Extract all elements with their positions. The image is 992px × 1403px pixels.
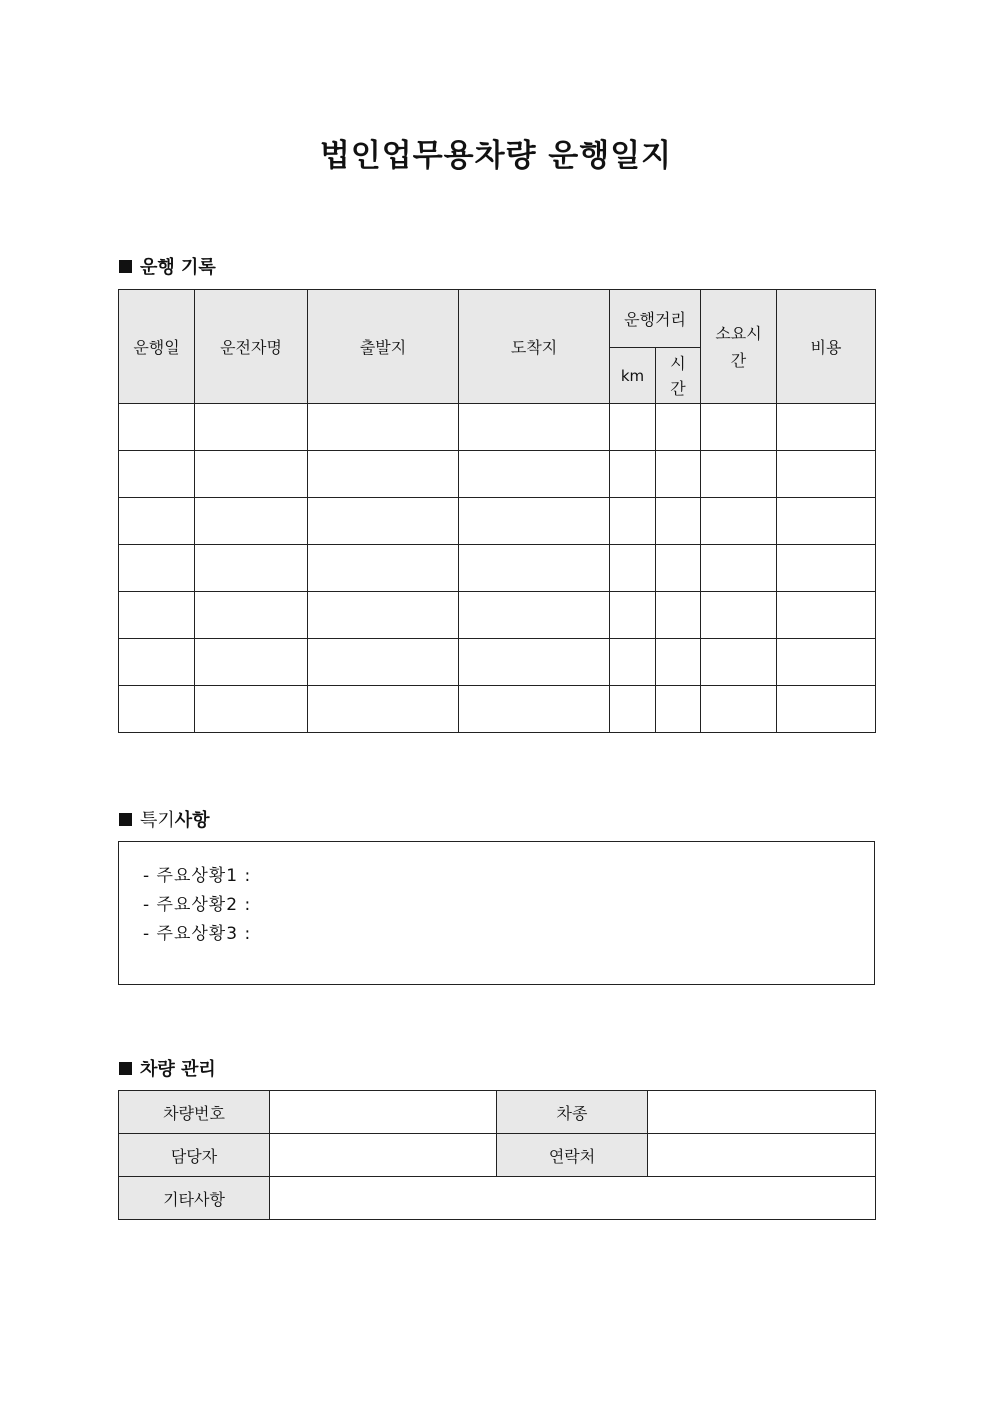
cell-departure[interactable] (308, 686, 459, 733)
table-row (119, 1091, 876, 1134)
header-distance-km: km (610, 348, 656, 404)
cell-arrival[interactable] (459, 686, 610, 733)
cell-departure[interactable] (308, 451, 459, 498)
manager-label: 담당자 (119, 1134, 270, 1177)
cell-date[interactable] (119, 686, 195, 733)
header-duration (701, 290, 777, 404)
header-driver: 운전자명 (195, 290, 308, 404)
header-arrival: 도착지 (459, 290, 610, 404)
section-heading-log-label: 운행 기록 (140, 257, 216, 278)
etc-value[interactable] (270, 1177, 876, 1220)
cell-departure[interactable] (308, 592, 459, 639)
plate-label: 차량번호 (119, 1091, 270, 1134)
section-heading-vehicle-label: 차량 관리 (140, 1059, 216, 1080)
cell-driver[interactable] (195, 686, 308, 733)
cell-cost[interactable] (777, 639, 876, 686)
cell-departure[interactable] (308, 498, 459, 545)
cell-distance-km[interactable] (610, 686, 656, 733)
header-distance-time-label: 시간 (670, 353, 686, 398)
vehicle-table (118, 1090, 876, 1220)
contact-label: 연락처 (497, 1134, 648, 1177)
table-row (119, 1177, 876, 1220)
cell-cost[interactable] (777, 592, 876, 639)
cell-arrival[interactable] (459, 498, 610, 545)
cell-duration[interactable] (701, 498, 777, 545)
cell-duration[interactable] (701, 686, 777, 733)
cell-arrival[interactable] (459, 639, 610, 686)
table-row (119, 686, 876, 733)
cell-distance-time[interactable] (656, 451, 701, 498)
cell-cost[interactable] (777, 545, 876, 592)
cell-distance-time[interactable] (656, 545, 701, 592)
manager-value[interactable] (270, 1134, 497, 1177)
section-heading-notes (119, 806, 210, 832)
cell-driver[interactable] (195, 404, 308, 451)
cell-date[interactable] (119, 451, 195, 498)
page-title: 법인업무용차량 운행일지 (319, 138, 673, 174)
cell-distance-time[interactable] (656, 592, 701, 639)
plate-value[interactable] (270, 1091, 497, 1134)
log-table (118, 289, 876, 733)
table-row (119, 545, 876, 592)
cell-departure[interactable] (308, 639, 459, 686)
cell-cost[interactable] (777, 498, 876, 545)
list-item: - 주요상황1 : (143, 866, 252, 886)
section-heading-notes-label-a: 특기 (140, 810, 175, 831)
section-heading-notes-label-b: 사항 (174, 810, 210, 831)
cell-duration[interactable] (701, 592, 777, 639)
cell-distance-km[interactable] (610, 404, 656, 451)
cell-distance-time[interactable] (656, 639, 701, 686)
cell-driver[interactable] (195, 498, 308, 545)
square-bullet-icon (119, 260, 132, 273)
header-duration-label: 소요시간 (715, 323, 762, 370)
cell-distance-time[interactable] (656, 404, 701, 451)
cell-driver[interactable] (195, 592, 308, 639)
cell-driver[interactable] (195, 545, 308, 592)
cell-duration[interactable] (701, 404, 777, 451)
cell-cost[interactable] (777, 686, 876, 733)
cell-distance-km[interactable] (610, 451, 656, 498)
cell-arrival[interactable] (459, 545, 610, 592)
cell-distance-km[interactable] (610, 545, 656, 592)
cell-arrival[interactable] (459, 592, 610, 639)
cell-departure[interactable] (308, 404, 459, 451)
table-row (119, 451, 876, 498)
contact-value[interactable] (648, 1134, 876, 1177)
section-heading-vehicle (119, 1055, 216, 1081)
table-row (119, 498, 876, 545)
cell-cost[interactable] (777, 404, 876, 451)
header-cost: 비용 (777, 290, 876, 404)
cell-driver[interactable] (195, 451, 308, 498)
cell-duration[interactable] (701, 545, 777, 592)
cell-date[interactable] (119, 545, 195, 592)
cell-distance-km[interactable] (610, 592, 656, 639)
cell-distance-km[interactable] (610, 498, 656, 545)
cell-date[interactable] (119, 592, 195, 639)
table-row (119, 639, 876, 686)
cell-arrival[interactable] (459, 404, 610, 451)
cell-distance-time[interactable] (656, 498, 701, 545)
etc-label: 기타사항 (119, 1177, 270, 1220)
table-row (119, 404, 876, 451)
table-row (119, 1134, 876, 1177)
cell-duration[interactable] (701, 451, 777, 498)
model-label: 차종 (497, 1091, 648, 1134)
cell-arrival[interactable] (459, 451, 610, 498)
square-bullet-icon (119, 1062, 132, 1075)
list-item: - 주요상황3 : (143, 924, 252, 944)
cell-date[interactable] (119, 639, 195, 686)
cell-driver[interactable] (195, 639, 308, 686)
header-date: 운행일 (119, 290, 195, 404)
header-distance: 운행거리 (610, 290, 701, 348)
cell-date[interactable] (119, 498, 195, 545)
notes-list (119, 842, 874, 949)
model-value[interactable] (648, 1091, 876, 1134)
cell-distance-time[interactable] (656, 686, 701, 733)
cell-departure[interactable] (308, 545, 459, 592)
cell-duration[interactable] (701, 639, 777, 686)
cell-date[interactable] (119, 404, 195, 451)
section-heading-notes-label (140, 806, 210, 832)
square-bullet-icon (119, 813, 132, 826)
section-heading-log (119, 253, 216, 279)
cell-cost[interactable] (777, 451, 876, 498)
header-distance-time (656, 348, 701, 404)
list-item: - 주요상황2 : (143, 895, 252, 915)
header-departure: 출발지 (308, 290, 459, 404)
notes-box[interactable] (118, 841, 875, 985)
table-row (119, 592, 876, 639)
cell-distance-km[interactable] (610, 639, 656, 686)
